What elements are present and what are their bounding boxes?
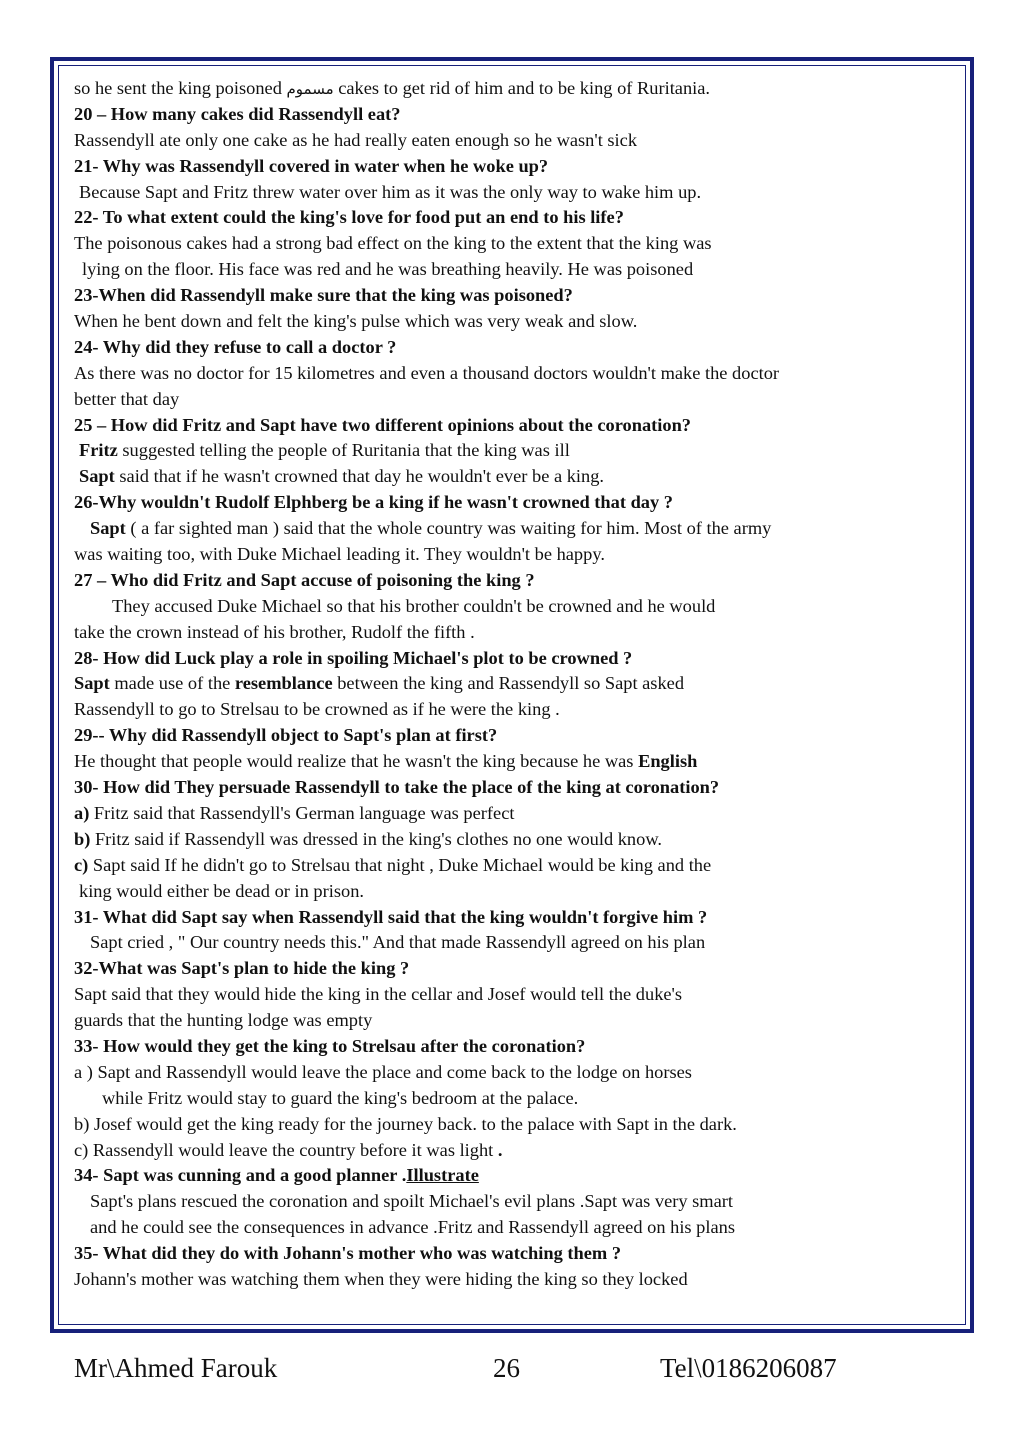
answer-line: He thought that people would realize that he wasn't the king because he was English bbox=[74, 751, 698, 772]
answer-line: a) Fritz said that Rassendyll's German language was perfect bbox=[74, 802, 515, 823]
question-25: 25 – How did Fritz and Sapt have two different opinions about the coronation? bbox=[74, 414, 691, 435]
question-22: 22- To what extent could the king's love for food put an end to his life? bbox=[74, 207, 624, 228]
text-line: so he sent the king poisoned مسموم cakes to get rid of him and to be king of Ruritania. bbox=[74, 78, 711, 98]
answer-line: guards that the hunting lodge was empty bbox=[74, 1010, 373, 1031]
answer-line: When he bent down and felt the king's pulse which was very weak and slow. bbox=[74, 311, 638, 332]
question-29: 29-- Why did Rassendyll object to Sapt's plan at first? bbox=[74, 725, 498, 746]
border-ticks-top bbox=[54, 57, 970, 60]
question-30: 30- How did They persuade Rassendyll to take the place of the king at coronation? bbox=[74, 777, 720, 798]
answer-line: and he could see the consequences in advance .Fritz and Rassendyll agreed on his plans bbox=[90, 1217, 736, 1238]
question-23: 23-When did Rassendyll make sure that the king was poisoned? bbox=[74, 285, 573, 306]
answer-line: Rassendyll ate only one cake as he had really eaten enough so he wasn't sick bbox=[74, 129, 638, 150]
question-26: 26-Why wouldn't Rudolf Elphberg be a king if he wasn't crowned that day ? bbox=[74, 492, 673, 513]
answer-line: As there was no doctor for 15 kilometres and even a thousand doctors wouldn't make the doctor bbox=[74, 362, 780, 383]
question-27: 27 – Who did Fritz and Sapt accuse of poisoning the king ? bbox=[74, 569, 535, 590]
question-28: 28- How did Luck play a role in spoiling Michael's plot to be crowned ? bbox=[74, 647, 633, 668]
answer-line: a ) Sapt and Rassendyll would leave the place and come back to the lodge on horses bbox=[74, 1061, 692, 1082]
question-33: 33- How would they get the king to Strelsau after the coronation? bbox=[74, 1035, 586, 1056]
answer-line: Because Sapt and Fritz threw water over him as it was the only way to wake him up. bbox=[79, 181, 702, 202]
answer-line: Sapt cried , " Our country needs this." And that made Rassendyll agreed on his plan bbox=[90, 932, 706, 953]
answer-line: while Fritz would stay to guard the king's bedroom at the palace. bbox=[102, 1087, 579, 1108]
answer-line: lying on the floor. His face was red and he was breathing heavily. He was poisoned bbox=[82, 259, 694, 280]
footer-author: Mr\Ahmed Farouk bbox=[74, 1353, 278, 1383]
answer-line: Sapt said that they would hide the king in the cellar and Josef would tell the duke's bbox=[74, 984, 683, 1005]
answer-line: Fritz suggested telling the people of Ruritania that the king was ill bbox=[79, 440, 570, 461]
answer-line: b) Josef would get the king ready for the journey back. to the palace with Sapt in the dark. bbox=[74, 1113, 737, 1134]
border-ticks-left bbox=[50, 61, 53, 1329]
border-ticks-bottom bbox=[54, 1330, 970, 1333]
answer-line: Sapt ( a far sighted man ) said that the whole country was waiting for him. Most of the army bbox=[90, 518, 772, 539]
question-35: 35- What did they do with Johann's mother who was watching them ? bbox=[74, 1243, 622, 1264]
question-21: 21- Why was Rassendyll covered in water when he woke up? bbox=[74, 155, 549, 176]
question-32: 32-What was Sapt's plan to hide the king ? bbox=[74, 958, 410, 979]
question-20: 20 – How many cakes did Rassendyll eat? bbox=[74, 103, 401, 124]
page-number: 26 bbox=[493, 1353, 520, 1383]
answer-line: The poisonous cakes had a strong bad effect on the king to the extent that the king was bbox=[74, 233, 712, 254]
answer-line: c) Sapt said If he didn't go to Strelsau that night , Duke Michael would be king and the bbox=[74, 854, 712, 875]
answer-line: was waiting too, with Duke Michael leading it. They wouldn't be happy. bbox=[74, 544, 605, 565]
answer-line: They accused Duke Michael so that his brother couldn't be crowned and he would bbox=[112, 595, 716, 616]
arabic-word: مسموم bbox=[286, 80, 334, 98]
answer-line: Rassendyll to go to Strelsau to be crowned as if he were the king . bbox=[74, 699, 560, 720]
footer-phone: Tel\0186206087 bbox=[660, 1353, 837, 1383]
answer-line: take the crown instead of his brother, Rudolf the fifth . bbox=[74, 621, 475, 642]
answer-line: Sapt made use of the resemblance between the king and Rassendyll so Sapt asked bbox=[74, 673, 685, 694]
answer-line: king would either be dead or in prison. bbox=[79, 880, 364, 901]
question-24: 24- Why did they refuse to call a doctor ? bbox=[74, 336, 397, 357]
answer-line: better that day bbox=[74, 388, 180, 409]
question-31: 31- What did Sapt say when Rassendyll said that the king wouldn't forgive him ? bbox=[74, 906, 708, 927]
answer-line: Johann's mother was watching them when they were hiding the king so they locked bbox=[74, 1268, 688, 1289]
answer-line: Sapt's plans rescued the coronation and spoilt Michael's evil plans .Sapt was very smart bbox=[90, 1191, 734, 1212]
answer-line: Sapt said that if he wasn't crowned that day he wouldn't ever be a king. bbox=[79, 466, 605, 487]
document-body bbox=[74, 76, 944, 1293]
question-34: 34- Sapt was cunning and a good planner .Illustrate bbox=[74, 1165, 479, 1186]
answer-line: c) Rassendyll would leave the country before it was light . bbox=[74, 1139, 503, 1160]
border-ticks-right bbox=[971, 61, 974, 1329]
answer-line: b) Fritz said if Rassendyll was dressed in the king's clothes no one would know. bbox=[74, 828, 663, 849]
